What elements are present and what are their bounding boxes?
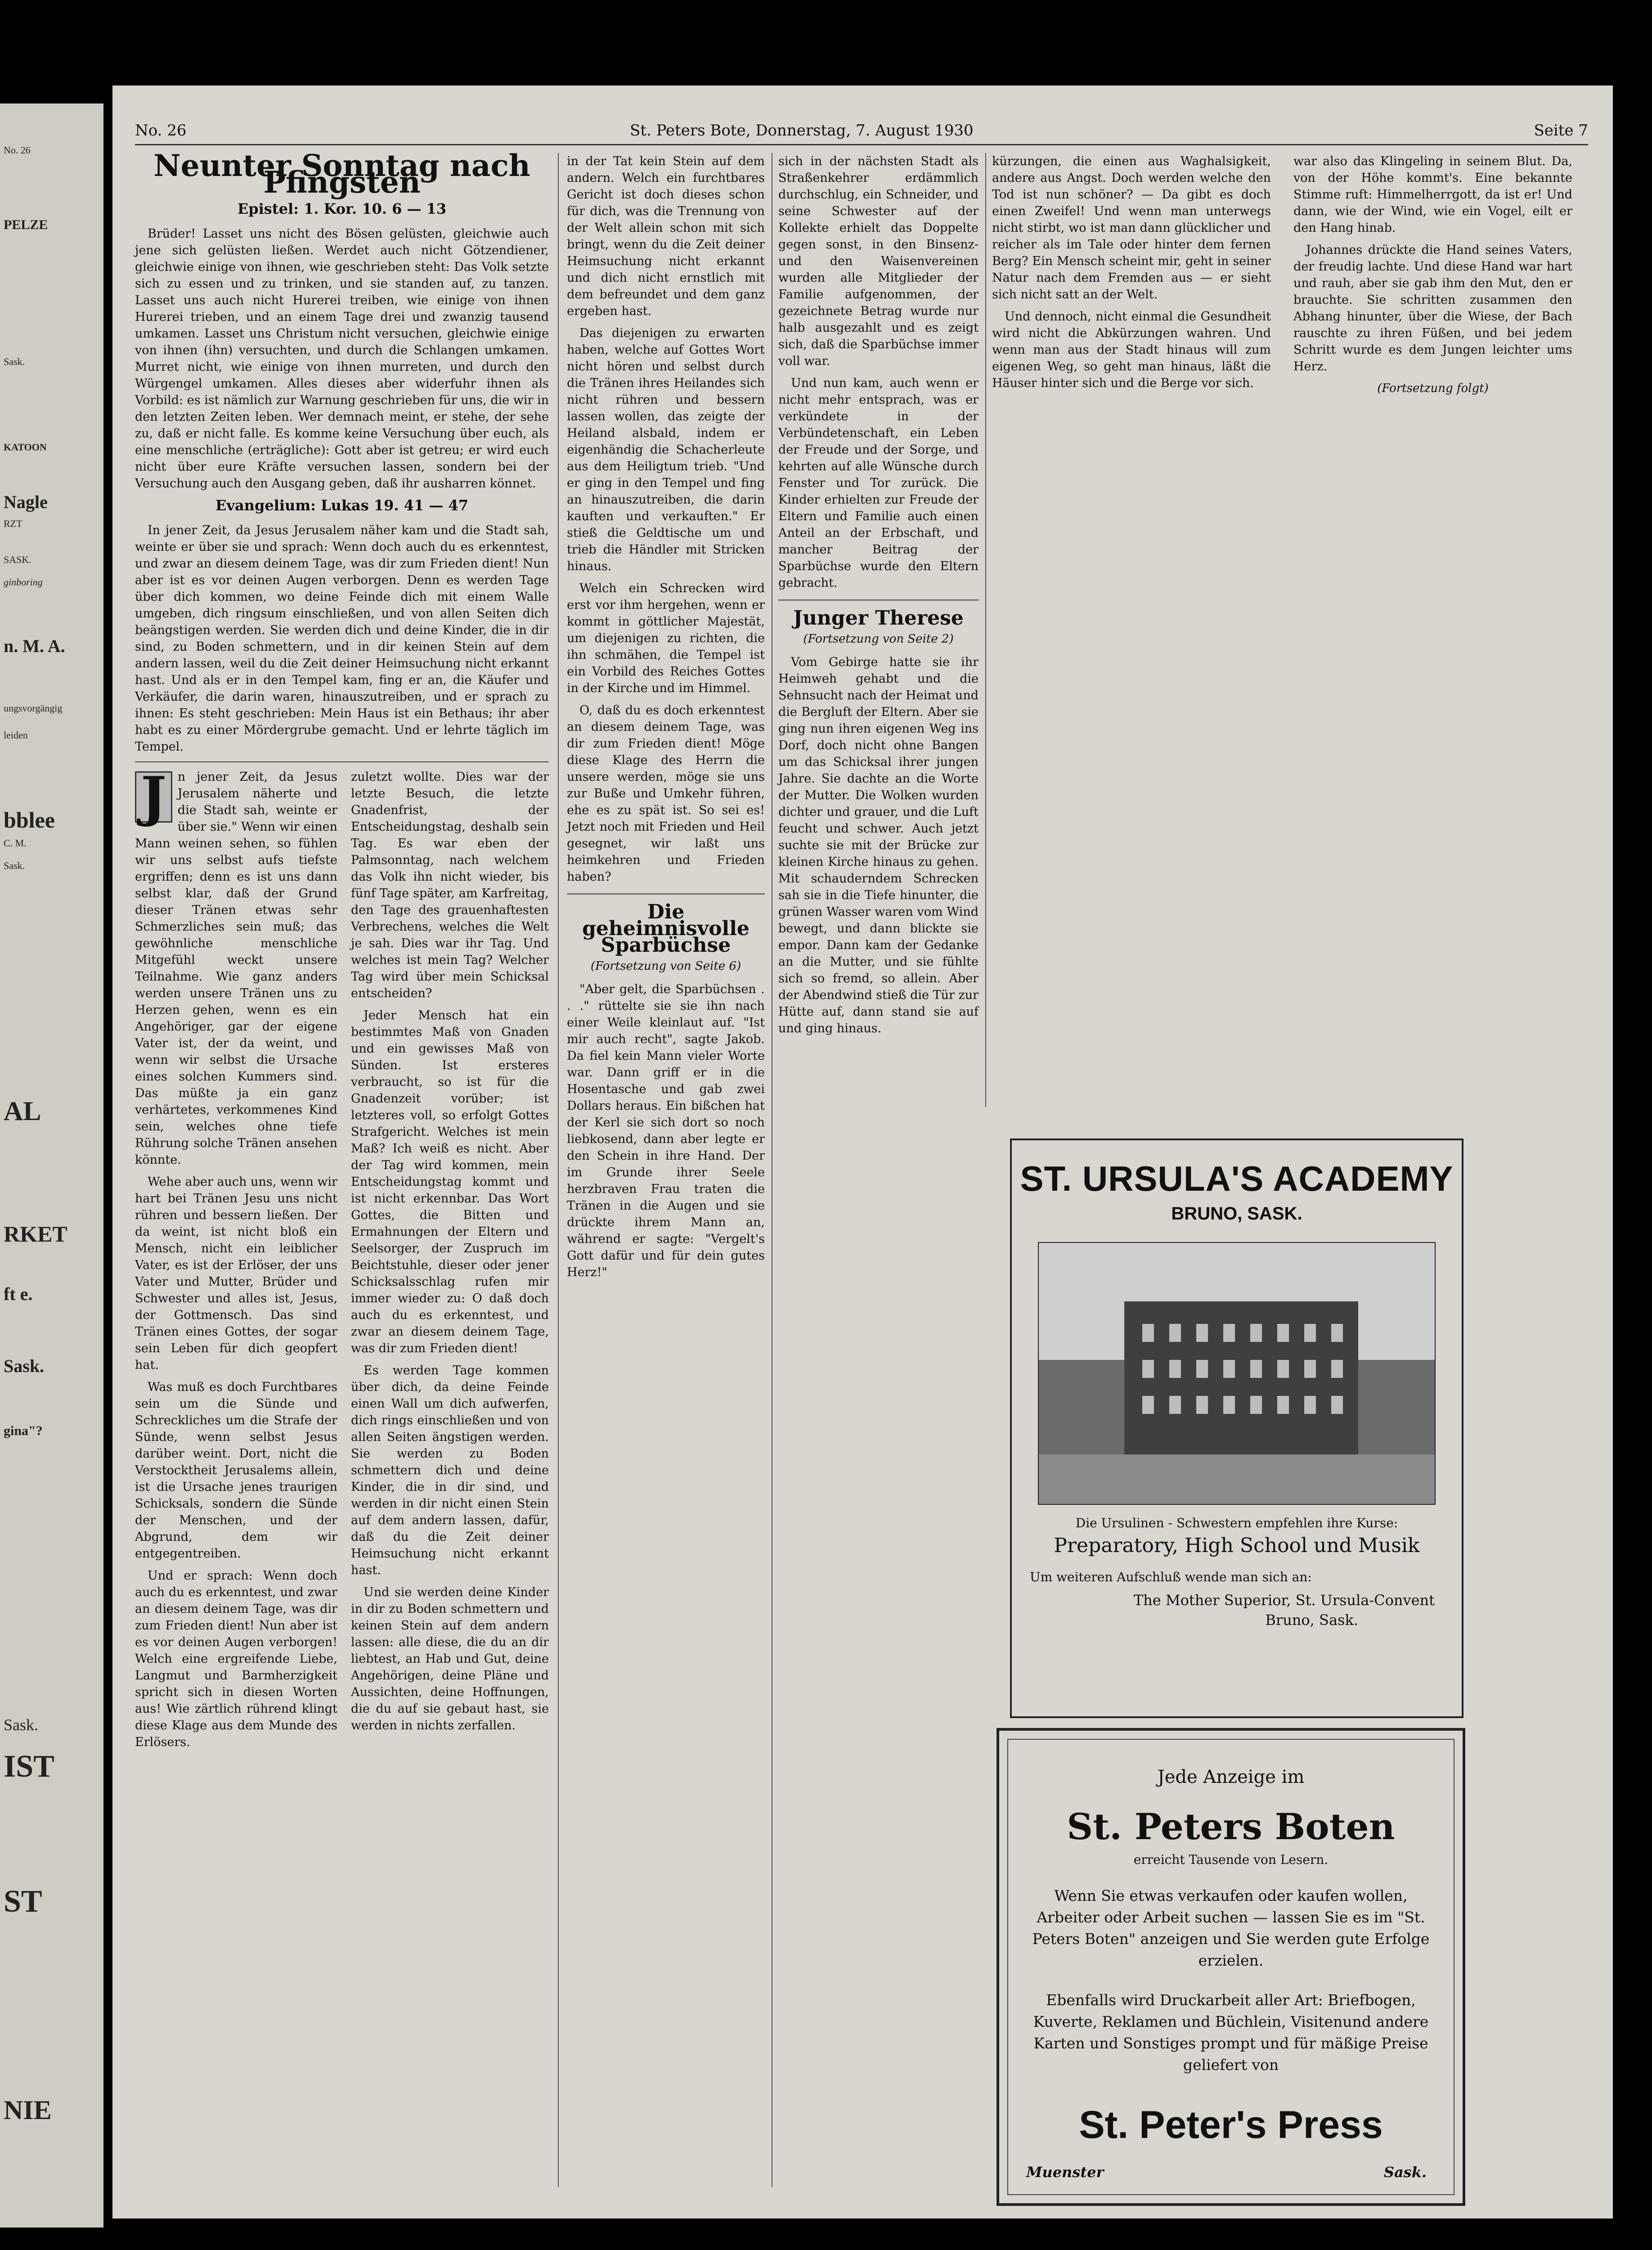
left-fragment: Sask. <box>4 860 25 871</box>
article-body: in der Tat kein Stein auf dem andern. Welch ein furchtbares Gericht ist doch dieses schon für dich, was die Trennung von der Welt allein schon mit sich bringt, wenn du die Zeit deiner Heimsuchung nicht erkannt und dich nicht ernstlich mit dem befreundet und dem ganz ergeben hast. <box>567 154 765 318</box>
left-fragment: n. M. A. <box>4 636 65 656</box>
left-fragment: bblee <box>4 807 55 832</box>
press-ad-line: erreicht Tausende von Lesern. <box>1133 1852 1329 1867</box>
academy-line: Die Ursulinen - Schwestern empfehlen ihre Kurse: <box>1075 1516 1398 1530</box>
left-fragment: Nagle <box>4 492 48 512</box>
article-body: Und sie werden deine Kinder in dir zu Boden schmettern und keinen Stein auf dem andern lassen: alle diese, die du an dir liebtest, an Hab und Gut, deine Angehörigen, deine Pläne und Aussichten, deine Hoffnungen, die du auf sie gebaut hast, sie werden in nichts zerfallen. <box>351 1585 549 1732</box>
left-fragment: gina"? <box>4 1423 43 1438</box>
left-fragment: Sask. <box>4 1356 45 1376</box>
left-fragment: ginboring <box>4 576 43 588</box>
article-body: Johannes drückte die Hand seines Vaters, der freudig lachte. Und diese Hand war hart und rauh, aber sie gab ihm den Mut, den er brauchte. Sie schritten zusammen den Abhang hinunter, über die Wiese, der Bach rauschte zu ihren Füßen, und bei jedem Schritt wurde es dem Jungen leichter ums Herz. <box>1293 243 1572 374</box>
drop-cap: J <box>135 771 172 823</box>
press-ad-body: Wenn Sie etwas verkaufen oder kaufen wollen, Arbeiter oder Arbeit suchen — lassen Sie es im "St. Peters Boten" anzeigen und Sie werden gute Erfolge erzielen. <box>1032 1887 1430 1969</box>
article-body: Welch ein Schrecken wird erst vor ihm hergehen, wenn er kommt in göttlicher Majestät, um diejenigen zu richten, die ihn schmähen, die Tempel ist ein Vorbild des Reiches Gottes in der Kirche und im Himmel. <box>567 581 765 695</box>
press-city: Muenster <box>1026 2164 1104 2181</box>
page-number: Seite 7 <box>1534 122 1588 140</box>
article-body: n jener Zeit, da Jesus Jerusalem näherte und die Stadt sah, weinte er über sie." Wenn wir einen Mann weinen sehen, so fühlen wir uns selbst aufs tiefste ergriffen; denn es ist uns dann selbst klar, daß der Grund dieser Tränen etwas sehr Schmerzliches sein muß; das gewöhnliche menschliche Mitgefühl weckt unsere Teilnahme. Wie ganz anders werden unsere Tränen uns zu Herzen gehen, wenn es ein Angehöriger, gar der eigene Vater ist, der da weint, und wenn wir selbst die Ursache eines solchen Kummers sind. Das müßte ja ein ganz verhärtetes, verkommenes Kind sein, welches ohne tiefe Rührung solche Tränen ansehen könnte. <box>135 770 337 1167</box>
academy-advertisement <box>1010 1138 1463 1718</box>
article-body: zuletzt wollte. Dies war der letzte Besuch, die letzte Gnadenfrist, der Entscheidungstag, deshalb sein Tag. Es war eben der Palmsonntag, nach welchem das Volk ihn nicht wieder, bis fünf Tage später, am Karfreitag, den Tage des grauenhaftesten Verbrechens, welches die Welt je sah. Dies war ihr Tag. Und welches ist mein Tag? Welcher Tag wird über mein Schicksal entscheiden? <box>351 770 549 1000</box>
article-body: Das diejenigen zu erwarten haben, welche auf Gottes Wort nicht hören und selbst durch die Tränen ihres Heilandes sich nicht rühren und bessern lassen wollen, das zeigte der Heiland alsbald, indem er eigenhändig die Schacherleute aus dem Heiligtum trieb. "Und er ging in den Tempel und fing an hinauszutreiben, die darin kauften und verkauften." Er stieß die Geldtische um und trieb die Händler mit Stricken hinaus. <box>567 326 765 573</box>
left-fragment: Sask. <box>4 356 25 367</box>
press-ad-line: Jede Anzeige im <box>1157 1767 1305 1787</box>
article-body: Was muß es doch Furchtbares sein um die Sünde und Schreckliches um die Strafe der Sünde, wenn selbst Jesus darüber weint. Dort, nicht die Verstocktheit Jerusalems allein, ist die Ursache jenes traurigen Schicksals, sondern die Sünde der Menschen, und der Abgrund, dem wir entgegentreiben. <box>135 1380 337 1561</box>
press-ad-body: Ebenfalls wird Druckarbeit aller Art: Briefbogen, Kuverte, Reklamen und Büchlein, Visitenund andere Karten und Sonstiges prompt und für mäßige Preise geliefert von <box>1033 1991 1429 2074</box>
epistle-heading: Epistel: 1. Kor. 10. 6 — 13 <box>237 200 447 217</box>
gospel-text: In jener Zeit, da Jesus Jerusalem näher kam und die Stadt sah, weinte er über sie und sprach: Wenn doch auch du es erkenntest, und zwar an diesem deinem Tage, was dir zum Frieden dient! Nun aber ist es vor deinen Augen verborgen. Denn es werden Tage über dich kommen, wo deine Feinde dich mit einem Walle umgeben, dich ringsum einschließen, und von allen Seiten dich beängstigen werden. Sie werden dich und deine Kinder, die in dir sind, zu Boden schmettern, und in dir keinen Stein auf dem andern lassen, weil du die Zeit deiner Heimsuchung nicht erkannt hast. Und als er in den Tempel kam, fing er an, die Käufer und Verkäufer, die darin waren, hinauszutreiben, und er sprach zu ihnen: Es steht geschrieben: Mein Haus ist ein Bethaus; ihr aber habt es zu einer Mördergrube gemacht. Und er lehrte täglich im Tempel. <box>135 523 549 754</box>
article-title: Neunter Sonntag nach Pfingsten <box>153 148 530 200</box>
left-fragment: RKET <box>4 1221 67 1246</box>
left-fragment: SASK. <box>4 554 31 565</box>
article-body: war also das Klingeling in seinem Blut. Da, von der Höhe kommt's. Eine bekannte Stimme ruft: Himmelherrgott, da ist er! Und dann, wie der Wind, wie ein Vogel, eilt er den Hang hinab. <box>1293 154 1572 235</box>
left-fragment: PELZE <box>4 217 48 232</box>
article-body: Und nun kam, auch wenn er nicht mehr entsprach, was er verkündete in der Verbündetenschaft, ein Leben der Freude und der Sorge, und kehrten auf alle Wünsche durch Fenster und Tor zurück. Die Kinder erhielten zur Freude der Eltern und Familie auch einen Anteil an der Erbschaft, und mancher Beitrag der Sparbüchse wurde den Eltern gebracht. <box>778 376 979 590</box>
adjacent-page-strip <box>0 104 103 2228</box>
academy-courses: Preparatory, High School und Musik <box>1054 1534 1420 1557</box>
left-fragment: AL <box>4 1096 41 1126</box>
article-body: kürzungen, die einen aus Waghalsigkeit, andere aus Angst. Doch werden welche den Tod ist nun schöner? — Da gibt es doch einen Zweifel! Und wenn man unterwegs nicht stirbt, wo ist man dann glücklicher und reicher als im Tale oder hinter dem fernen Berg? Ein Mensch scheint mir, geht in seiner Natur nach dem Fremden aus — er sieht sich nicht satt an der Welt. <box>992 154 1271 302</box>
masthead-line: St. Peters Bote, Donnerstag, 7. August 1930 <box>630 122 974 140</box>
article-body: Und er sprach: Wenn doch auch du es erkenntest, und zwar an diesem deinem Tage, was dir zum Frieden dient! Nun aber ist es vor deinen Augen verborgen! Welch eine ergreifende Liebe, Langmut und Barmherzigkeit spricht sich in diesen Worten aus! Wie zärtlich rührend klingt diese Klage aus dem Munde des Erlösers. <box>135 1569 337 1749</box>
article-body: Und dennoch, nicht einmal die Gesundheit wird nicht die Abkürzungen wahren. Und wenn man aus der Stadt hinaus will zum eigenen Weg, so geht man hinaus, läßt die Häuser hinter sich und die Berge vor sich. <box>992 310 1271 390</box>
article-body: Jeder Mensch hat ein bestimmtes Maß von Gnaden und ein gewisses Maß von Sünden. Ist ersteres verbraucht, so ist für die Gnadenzeit vorüber; ist letzteres voll, so erfolgt Gottes Strafgericht. Welches ist mein Maß? Ich weiß es nicht. Aber der Tag wird kommen, mein Entscheidungstag kommt und ist nicht erkennbar. Das Wort Gottes, die Bitten und Ermahnungen der Eltern und Seelsorger, der Zuspruch im Beichtstuhle, dieser oder jener Schicksalsschlag rufen mir immer wieder zu: O daß doch auch du es erkenntest, und zwar an diesem deinem Tage, was dir zum Frieden dient! <box>351 1008 549 1355</box>
story-body: Vom Gebirge hatte sie ihr Heimweh gehabt und die Sehnsucht nach der Heimat und die Bergluft der Eltern. Aber sie ging nun ihren eigenen Weg ins Dorf, doch nicht ohne Bangen um das Schicksal ihrer jungen Jahre. Sie dachte an die Worte der Mutter. Die Wolken wurden dichter und grauer, und die Luft feucht und schwer. Auch jetzt suchte sie mit der Brücke zur kleinen Kirche hinaus zu gehen. Mit schauderndem Schrecken sah sie in die Tiefe hinunter, die grünen Wasser waren vom Wind bewegt, und dann blickte sie empor. Dann kam der Gedanke an die Mutter, und sie fühlte sich so fremd, so allein. Aber der Abendwind stieß die Tür zur Hütte auf, dann stand sie auf und ging hinaus. <box>778 655 979 1035</box>
story-title: Die geheimnisvolle Sparbüchse <box>582 900 750 957</box>
article-body: sich in der nächsten Stadt als Straßenkehrer erdämmlich durchschlug, ein Schneider, und seine Schwester auf der Kollekte erhielt das Doppelte gegen sonst, in den Binsenz- und den Waisenvereinen wurden alle Mitglieder der Familie aufgenommen, der gezeichnete Betrag wurde nur halb ausgezahlt und es zeigt sich, daß die Sparbüchse immer voll war. <box>778 154 979 368</box>
left-fragment: ungsvorgängig <box>4 702 63 714</box>
continuation-note: (Fortsetzung von Seite 2) <box>803 632 954 646</box>
story-body: "Aber gelt, die Sparbüchsen . . ." rüttelte sie sie ihn nach einer Weile kleinlaut auf. "Ist mir auch recht", sagte Jakob. Da fiel kein Mann vieler Worte war. Dann griff er in die Hosentasche und gab zwei Dollars heraus. Ein bißchen hat der Kerl sie sich dort so noch liebkosend, dann aber legte er den Schein in ihre Hand. Der im Grunde ihrer Seele herzbraven Frau traten die Tränen in die Augen und sie drückte ihrem Mann an, während er sagte: "Vergelt's Gott dafür und für dein gutes Herz!" <box>567 982 765 1279</box>
left-fragment: RZT <box>4 518 22 529</box>
gospel-heading: Evangelium: Lukas 19. 41 — 47 <box>215 497 469 514</box>
article-column-3 <box>567 153 765 1286</box>
left-fragment: leiden <box>4 729 28 741</box>
press-name: St. Peter's Press <box>1079 2103 1383 2146</box>
newspaper-page <box>112 86 1613 2218</box>
left-fragment: NIE <box>4 2095 52 2125</box>
academy-line: Um weiteren Aufschluß wende man sich an: <box>1030 1570 1312 1584</box>
academy-contact: Bruno, Sask. <box>1265 1611 1358 1629</box>
left-fragment: KATOON <box>4 441 47 453</box>
left-fragment: ST <box>4 1884 42 1919</box>
article-body: Wehe aber auch uns, wenn wir hart bei Tränen Jesu uns nicht rühren und bessern ließen. Der da weint, ist nicht bloß ein Mensch, nicht ein leiblicher Vater, es ist der Erlöser, der uns Vater und Mutter, Brüder und Schwester und alles ist, Jesus, der Gottmensch. Das sind Tränen eines Gottes, der sogar sein Leben für dich geopfert hat. <box>135 1175 337 1372</box>
article-column-1 <box>135 148 549 1756</box>
story-title: Junger Therese <box>793 607 964 630</box>
epistle-text: Brüder! Lasset uns nicht des Bösen gelüsten, gleichwie auch jene sich gelüsten ließen. Werdet auch nicht Götzendiener, gleichwie einige von ihnen, wie geschrieben steht: Das Volk setzte sich zu essen und zu trinken, und sie standen auf, zu tanzen. Lasset uns auch nicht Hurerei treiben, wie einige von ihnen Hurerei trieben, und an einem Tage drei und zwanzig tausend umkamen. Lasset uns Christum nicht versuchen, gleichwie einige von ihnen (ihn) versuchten, und durch die Schlangen umkamen. Murret nicht, wie einige von ihnen murreten, und durch den Würgengel umkamen. Alles dieses aber widerfuhr ihnen als Vorbild: es ist nämlich zur Warnung geschrieben für uns, die wir in den letzten Zeiten leben. Wer demnach meint, er stehe, der sehe zu, daß er nicht falle. Es komme keine Versuchung über euch, als eine menschliche (erträgliche): Gott aber ist getreu; er wird euch nicht über eure Kräfte versuchen lassen, sondern bei der Versuchung auch den Ausgang geben, daß ihr ausharren könnet. <box>135 227 549 490</box>
press-ad-title: St. Peters Boten <box>1067 1805 1395 1848</box>
left-fragment: No. 26 <box>4 144 31 156</box>
academy-building-photo <box>1038 1242 1436 1505</box>
issue-number: No. 26 <box>135 122 187 140</box>
article-column-5 <box>992 153 1572 1071</box>
left-fragment: C. M. <box>4 837 27 849</box>
page-header <box>135 117 1588 145</box>
continuation-note: (Fortsetzung von Seite 6) <box>590 959 741 973</box>
continuation-note: (Fortsetzung folgt) <box>1377 382 1489 395</box>
academy-title: ST. URSULA'S ACADEMY <box>1020 1159 1454 1198</box>
academy-place: BRUNO, SASK. <box>1171 1204 1302 1224</box>
left-fragment: Sask. <box>4 1716 39 1734</box>
press-province: Sask. <box>1383 2164 1427 2181</box>
press-advertisement <box>997 1728 1465 2206</box>
article-body: Es werden Tage kommen über dich, da deine Feinde einen Wall um dich aufwerfen, dich rings einschließen und von allen Seiten ängstigen werden. Sie werden zu Boden schmettern dich und deine Kinder, die in dir sind, und werden in dir nicht einen Stein auf dem andern lassen, dafür, daß du die Zeit deiner Heimsuchung nicht erkannt hast. <box>351 1364 549 1577</box>
left-fragment: IST <box>4 1749 54 1784</box>
article-body: O, daß du es doch erkenntest an diesem deinem Tage, was dir zum Frieden dient! Möge diese Klage des Herrn die unsere werden, möge sie uns zur Buße und Umkehr führen, ehe es zu spät ist. So sei es! Jetzt noch mit Frieden und Heil gesegnet, wir laßt uns heimkehren und Frieden haben? <box>567 703 765 884</box>
left-fragment: ft e. <box>4 1284 33 1304</box>
article-column-4 <box>778 153 979 1042</box>
academy-contact: The Mother Superior, St. Ursula-Convent <box>1133 1592 1435 1609</box>
